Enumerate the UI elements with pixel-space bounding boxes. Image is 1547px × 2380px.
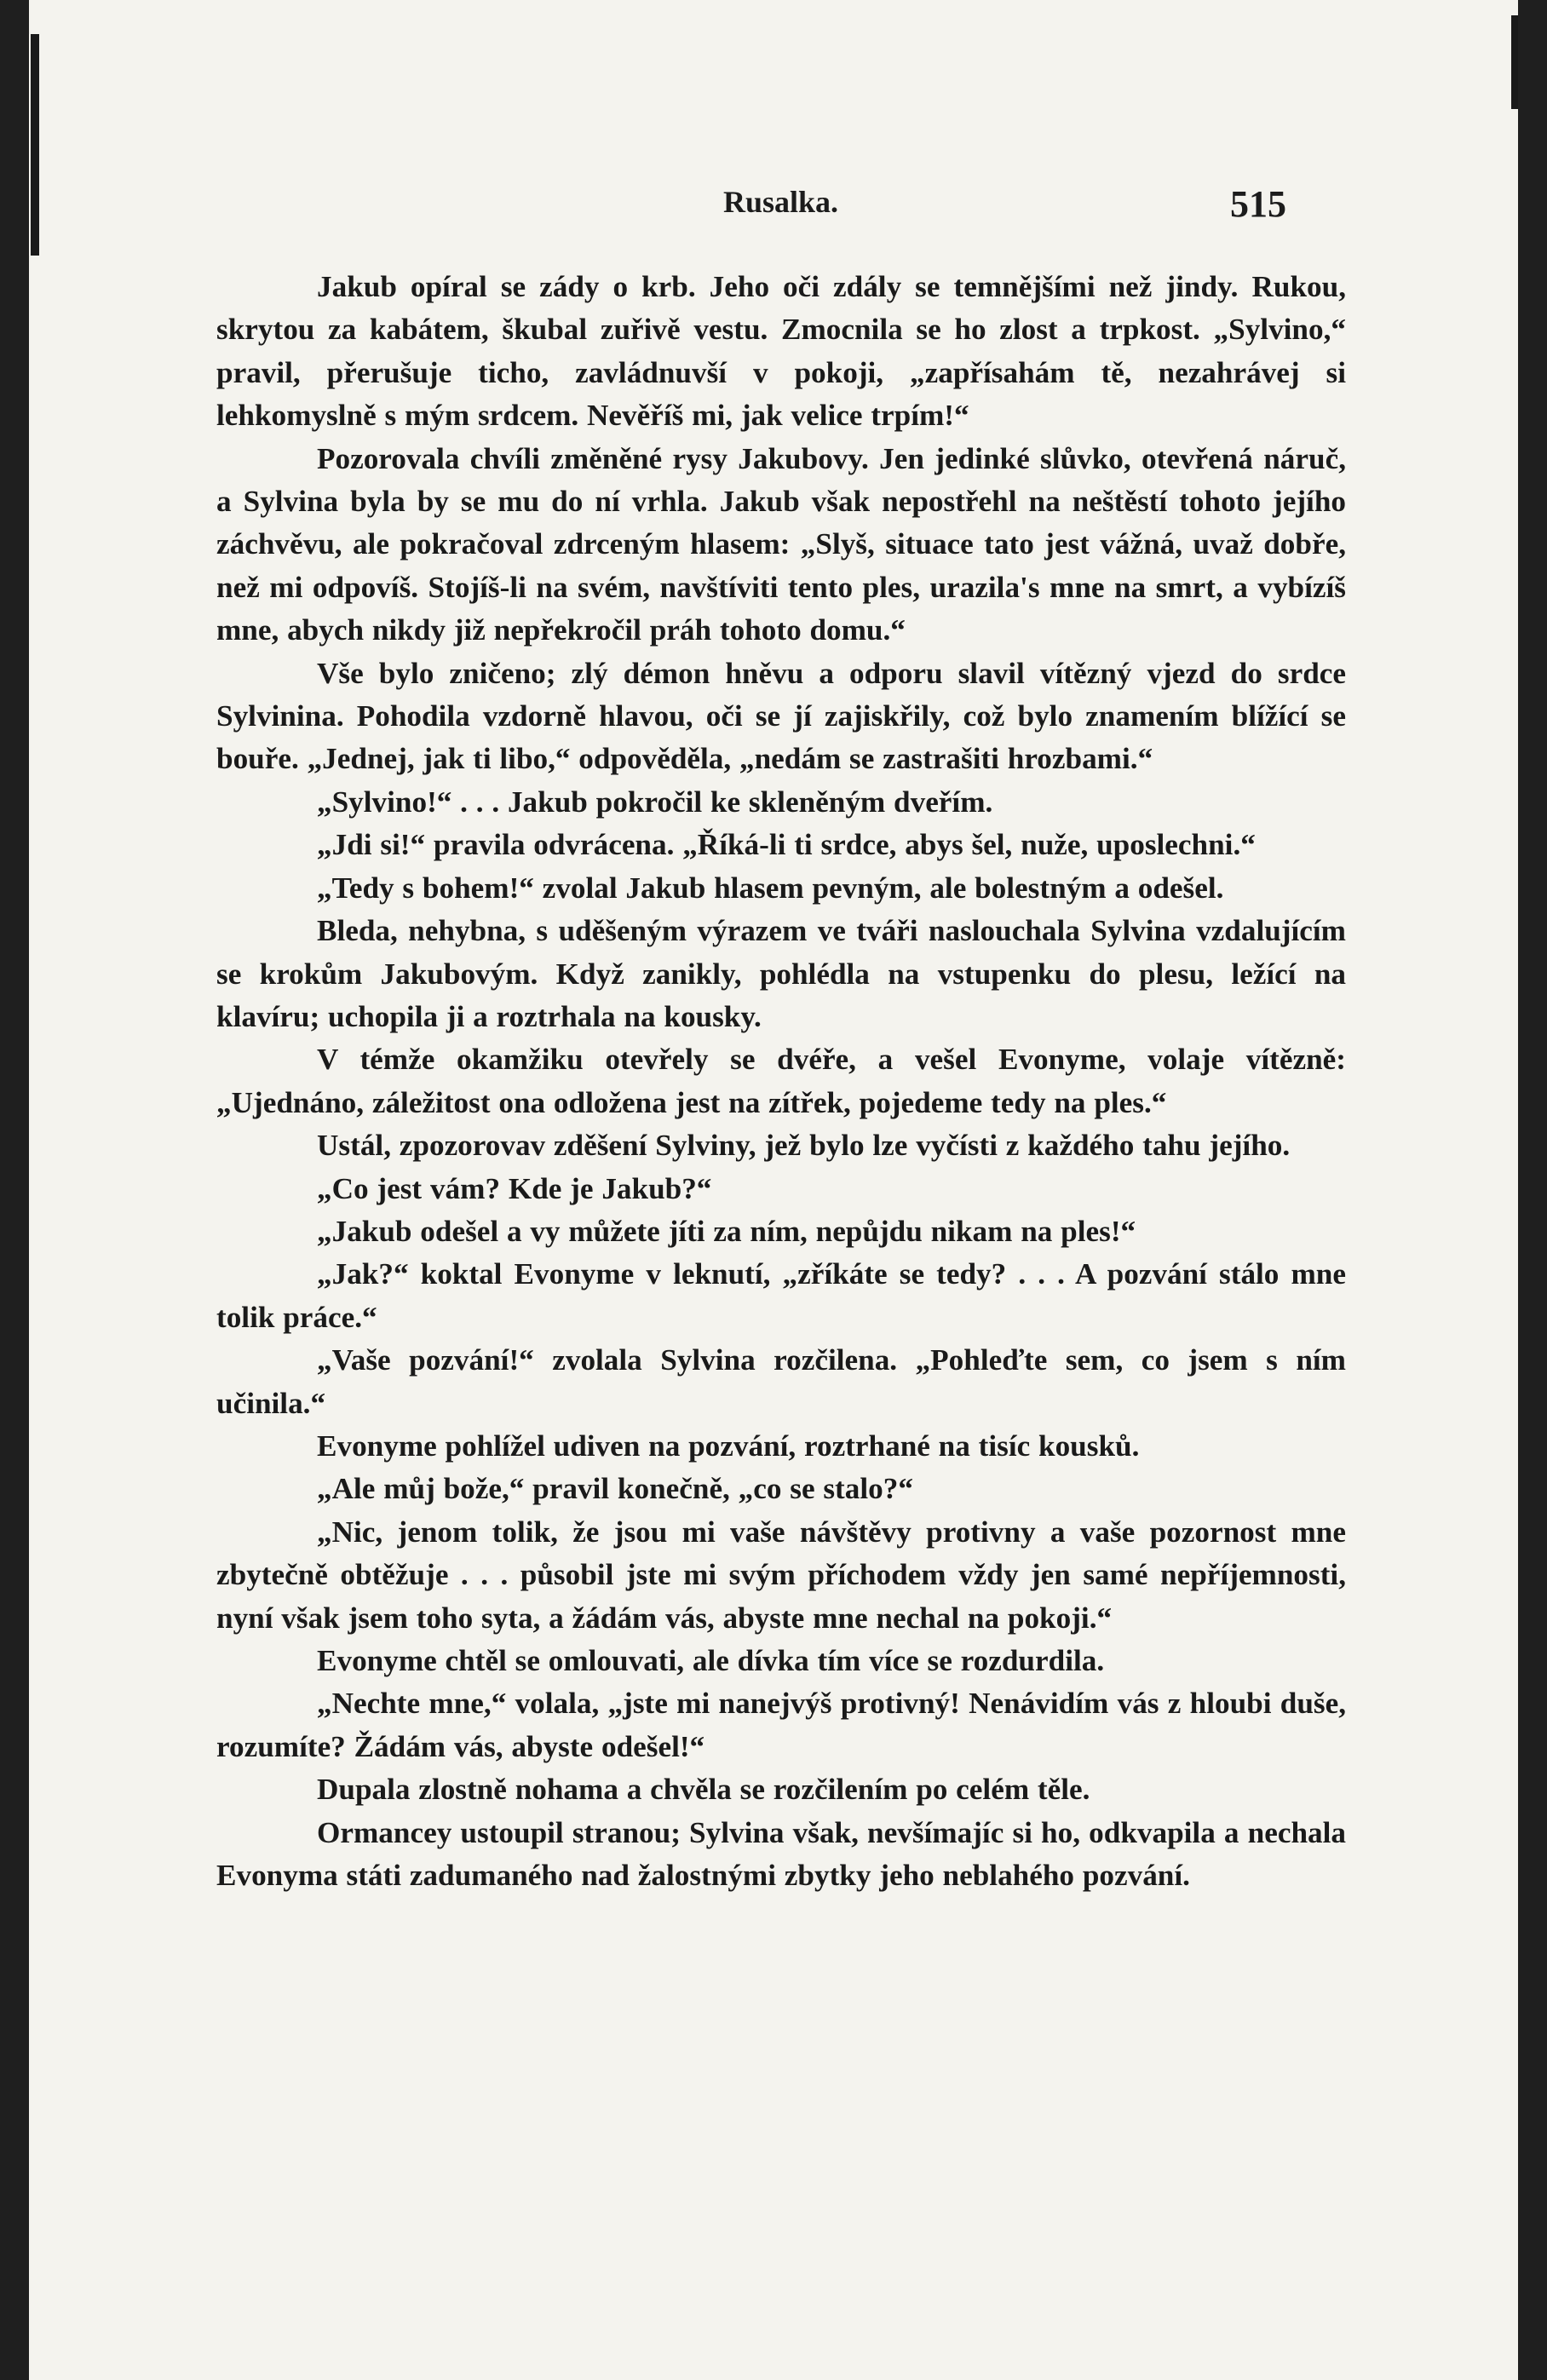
paragraph: „Ale můj bože,“ pravil konečně, „co se stalo?“ xyxy=(317,1472,913,1506)
paragraph: Dupala zlostně nohama a chvěla se rozčilením po celém těle. xyxy=(317,1773,1090,1807)
running-title: Rusalka. xyxy=(723,185,839,219)
page-header xyxy=(29,179,1518,230)
paragraph: Vše bylo zničeno; zlý démon hněvu a odporu slavil vítězný vjezd do srdce Sylvinina. Pohodila vzdorně hlavou, oči se jí zajiskřily, což bylo znamením blížící se bouře. „Jednej, jak ti libo,“ odpověděla, „nedám se zastrašiti hrozbami.“ xyxy=(216,656,1346,776)
paragraph: „Nic, jenom tolik, že jsou mi vaše návštěvy protivny a vaše pozornost mne zbytečně obtěžuje . . . působil jste mi svým příchodem vždy jen samé nepříjemnosti, nyní však jsem toho syta, a žádám vás, abyste mne nechal na pokoji.“ xyxy=(216,1515,1346,1635)
paragraph: V témže okamžiku otevřely se dvéře, a vešel Evonyme, volaje vítězně: „Ujednáno, záležitost ona odložena jest na zítřek, pojedeme tedy na ples.“ xyxy=(216,1043,1346,1119)
paragraph: „Vaše pozvání!“ zvolala Sylvina rozčilena. „Pohleďte sem, co jsem s ním učinila.“ xyxy=(216,1343,1346,1420)
page-number: 515 xyxy=(1230,183,1286,225)
paragraph: Pozorovala chvíli změněné rysy Jakubovy. Jen jedinké slůvko, otevřená náruč, a Sylvina byla by se mu do ní vrhla. Jakub však nepostřehl na neštěstí tohoto jejího záchvěvu, ale pokračoval zdrceným hlasem: „Slyš, situace tato jest vážná, uvaž dobře, než mi odpovíš. Stojíš-li na svém, navštíviti tento ples, urazila's mne na smrt, a vybízíš mne, abych nikdy již nepřekročil práh tohoto domu.“ xyxy=(216,441,1346,647)
paragraph: Evonyme chtěl se omlouvati, ale dívka tím více se rozdurdila. xyxy=(317,1644,1105,1677)
book-page xyxy=(29,0,1518,2380)
paragraph: Evonyme pohlížel udiven na pozvání, roztrhané na tisíc kousků. xyxy=(317,1429,1140,1463)
paragraph: „Sylvino!“ . . . Jakub pokročil ke skleněným dveřím. xyxy=(317,785,993,819)
paragraph: „Jakub odešel a vy můžete jíti za ním, nepůjdu nikam na ples!“ xyxy=(317,1214,1136,1248)
paragraph: Jakub opíral se zády o krb. Jeho oči zdály se temnějšími než jindy. Rukou, skrytou za kabátem, škubal zuřivě vestu. Zmocnila se ho zlost a trpkost. „Sylvino,“ pravil, přerušuje ticho, zavládnuvší v pokoji, „zapřísahám tě, nezahrávej si lehkomyslně s mým srdcem. Nevěříš mi, jak velice trpím!“ xyxy=(216,270,1346,433)
paragraph: Bleda, nehybna, s uděšeným výrazem ve tváři naslouchala Sylvina vzdalujícím se krokům Jakubovým. Když zanikly, pohlédla na vstupenku do plesu, ležící na klavíru; uchopila ji a roztrhala na kousky. xyxy=(216,914,1346,1033)
body-text xyxy=(216,266,1346,1897)
paragraph: Ormancey ustoupil stranou; Sylvina však, nevšímajíc si ho, odkvapila a nechala Evonyma státi zadumaného nad žalostnými zbytky jeho neblahého pozvání. xyxy=(216,1815,1346,1893)
paragraph: „Tedy s bohem!“ zvolal Jakub hlasem pevným, ale bolestným a odešel. xyxy=(317,871,1224,905)
paragraph: „Jak?“ koktal Evonyme v leknutí, „zříkáte se tedy? . . . A pozvání stálo mne tolik práce.“ xyxy=(216,1257,1346,1334)
paragraph: „Nechte mne,“ volala, „jste mi nanejvýš protivný! Nenávidím vás z hloubi duše, rozumíte? Žádám vás, abyste odešel!“ xyxy=(216,1687,1346,1763)
scan-edge-mark-top xyxy=(1511,15,1518,109)
paragraph: „Co jest vám? Kde je Jakub?“ xyxy=(317,1171,712,1205)
paragraph: Ustál, zpozorovav zděšení Sylviny, jež bylo lze vyčísti z každého tahu jejího. xyxy=(317,1129,1291,1163)
paragraph: „Jdi si!“ pravila odvrácena. „Říká-li ti srdce, abys šel, nuže, uposlechni.“ xyxy=(317,828,1256,862)
